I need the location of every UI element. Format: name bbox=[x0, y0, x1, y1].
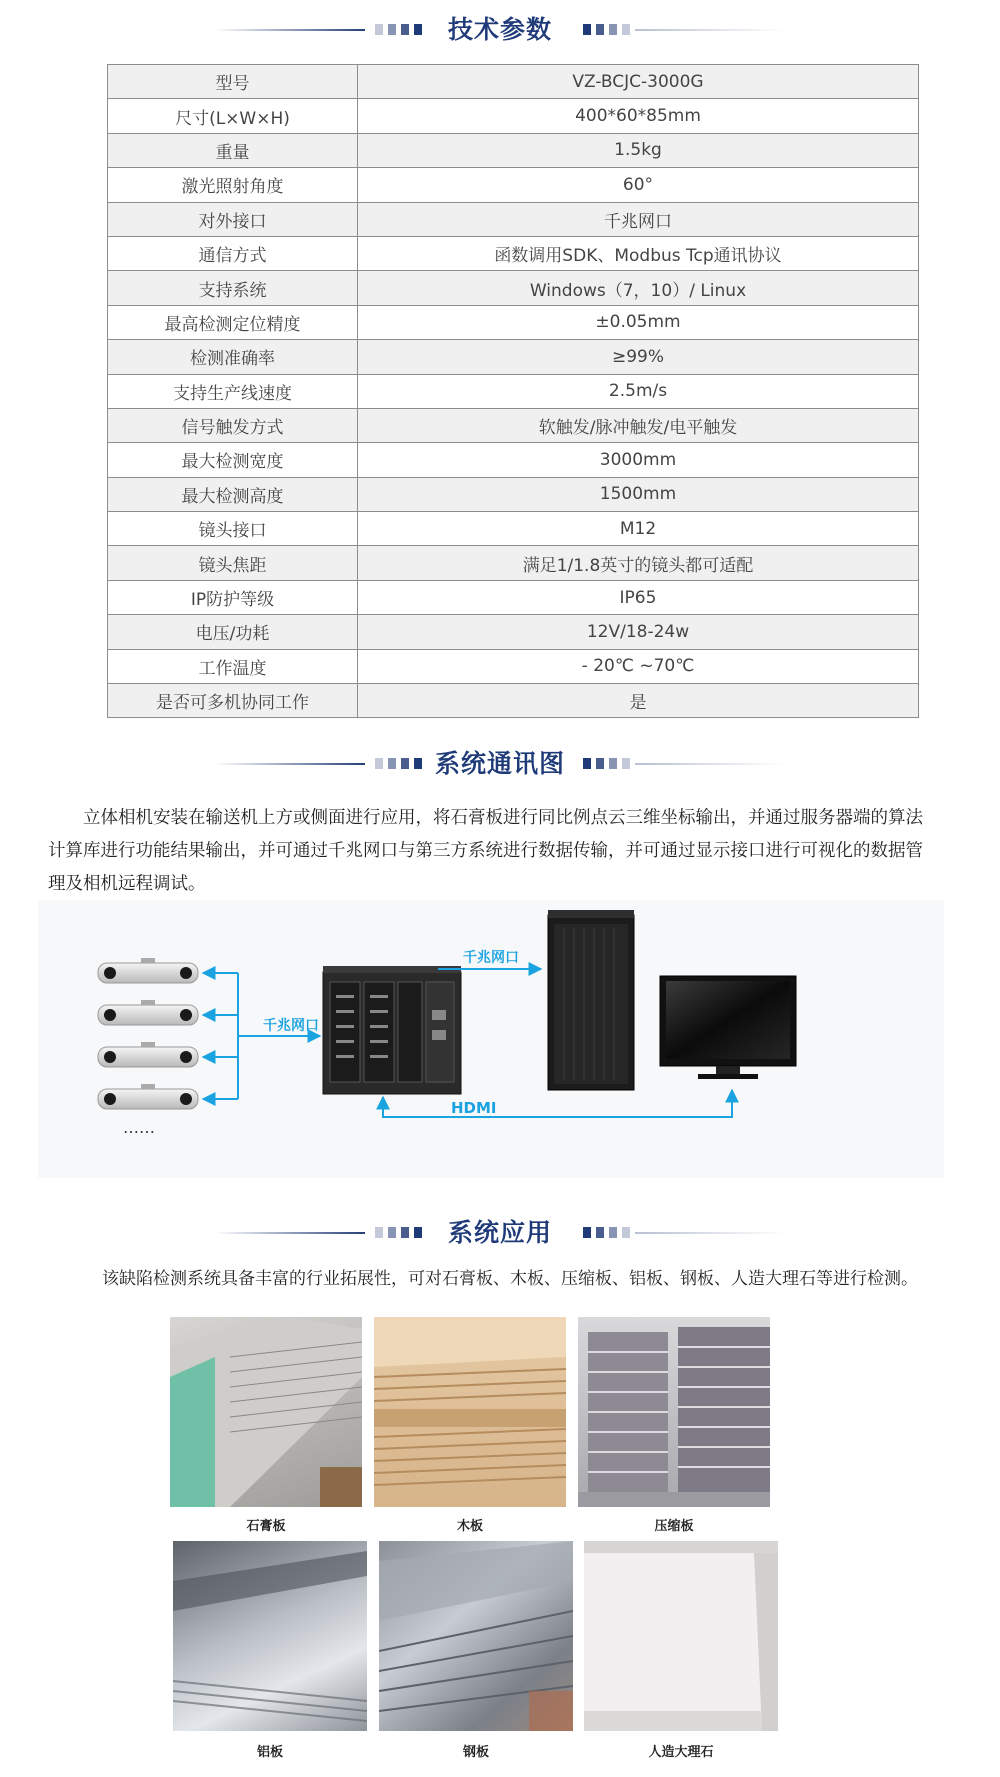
spec-row bbox=[108, 99, 919, 133]
spec-row bbox=[108, 408, 919, 442]
comm-diagram-svg bbox=[38, 900, 944, 1178]
material-label: 人造大理石 bbox=[648, 1745, 714, 1760]
ellipsis: …… bbox=[123, 1118, 155, 1137]
wood-board-image bbox=[374, 1317, 566, 1507]
material-label: 钢板 bbox=[462, 1745, 489, 1760]
spec-row bbox=[108, 340, 919, 374]
section-title: 系统应用 bbox=[447, 1218, 552, 1247]
gypsum-board-image bbox=[170, 1317, 362, 1507]
camera-bus bbox=[203, 973, 320, 1099]
section-header-specs bbox=[0, 10, 1000, 50]
spec-key: 检测准确率 bbox=[108, 340, 358, 374]
camera-3 bbox=[98, 1042, 198, 1067]
spec-row bbox=[108, 580, 919, 614]
app-paragraph: 该缺陷检测系统具备丰富的行业拓展性，可对石膏板、木板、压缩板、铝板、钢板、人造大理石等进行检测。 bbox=[102, 1269, 918, 1289]
spec-key: 尺寸(L×W×H) bbox=[108, 99, 358, 133]
controller-device bbox=[323, 966, 461, 1094]
spec-row bbox=[108, 649, 919, 683]
spec-value: 是 bbox=[358, 684, 919, 718]
steel-board-image bbox=[379, 1541, 573, 1731]
spec-row bbox=[108, 305, 919, 339]
aluminum-board-image bbox=[173, 1541, 367, 1731]
spec-value: M12 bbox=[358, 512, 919, 546]
spec-value: 3000mm bbox=[358, 443, 919, 477]
spec-row bbox=[108, 477, 919, 511]
spec-value: 1.5kg bbox=[358, 133, 919, 167]
spec-key: 激光照射角度 bbox=[108, 168, 358, 202]
spec-row bbox=[108, 374, 919, 408]
spec-table bbox=[107, 64, 919, 718]
spec-row bbox=[108, 615, 919, 649]
marble-board-image bbox=[584, 1541, 778, 1731]
spec-value: VZ-BCJC-3000G bbox=[358, 65, 919, 99]
material-label: 铝板 bbox=[256, 1745, 283, 1760]
material-tile-gypsum bbox=[170, 1317, 362, 1537]
section-header-comm bbox=[0, 744, 1000, 784]
spec-row bbox=[108, 65, 919, 99]
spec-value: 12V/18-24w bbox=[358, 615, 919, 649]
spec-value: IP65 bbox=[358, 580, 919, 614]
header-squares-right bbox=[583, 24, 630, 35]
spec-value: Windows（7，10）/ Linux bbox=[358, 271, 919, 305]
spec-key: 镜头焦距 bbox=[108, 546, 358, 580]
camera-2 bbox=[98, 1000, 198, 1025]
section-header-apps bbox=[0, 1213, 1000, 1253]
spec-value: 60° bbox=[358, 168, 919, 202]
material-label: 石膏板 bbox=[246, 1519, 286, 1534]
spec-row bbox=[108, 443, 919, 477]
spec-key: 型号 bbox=[108, 65, 358, 99]
label-gigabit-top: 千兆网口 bbox=[463, 950, 519, 966]
spec-key: 最大检测高度 bbox=[108, 477, 358, 511]
spec-value: 2.5m/s bbox=[358, 374, 919, 408]
spec-key: 重量 bbox=[108, 133, 358, 167]
spec-value: 函数调用SDK、Modbus Tcp通讯协议 bbox=[358, 236, 919, 270]
spec-key: 支持系统 bbox=[108, 271, 358, 305]
spec-value: 1500mm bbox=[358, 477, 919, 511]
section-title: 技术参数 bbox=[447, 15, 552, 44]
spec-key: 通信方式 bbox=[108, 236, 358, 270]
spec-value: 满足1/1.8英寸的镜头都可适配 bbox=[358, 546, 919, 580]
spec-key: 最高检测定位精度 bbox=[108, 305, 358, 339]
spec-row bbox=[108, 236, 919, 270]
spec-value: ±0.05mm bbox=[358, 305, 919, 339]
spec-value: 软触发/脉冲触发/电平触发 bbox=[358, 408, 919, 442]
spec-key: 工作温度 bbox=[108, 649, 358, 683]
label-gigabit-left: 千兆网口 bbox=[263, 1018, 319, 1034]
monitor bbox=[660, 976, 796, 1079]
material-tile-marble bbox=[584, 1541, 778, 1763]
header-line-right bbox=[635, 763, 785, 765]
spec-row bbox=[108, 168, 919, 202]
spec-value: 千兆网口 bbox=[358, 202, 919, 236]
spec-row bbox=[108, 271, 919, 305]
spec-key: 对外接口 bbox=[108, 202, 358, 236]
spec-row bbox=[108, 133, 919, 167]
spec-value: ≥99% bbox=[358, 340, 919, 374]
header-squares-right bbox=[583, 1227, 630, 1238]
material-tile-steel bbox=[379, 1541, 573, 1763]
material-tile-compressed bbox=[578, 1317, 770, 1537]
material-label: 压缩板 bbox=[654, 1519, 694, 1534]
spec-key: 最大检测宽度 bbox=[108, 443, 358, 477]
spec-row bbox=[108, 202, 919, 236]
material-tile-aluminum bbox=[173, 1541, 367, 1763]
label-hdmi: HDMI bbox=[451, 1099, 497, 1117]
spec-value: - 20℃ ~70℃ bbox=[358, 649, 919, 683]
camera-4 bbox=[98, 1084, 198, 1109]
spec-row bbox=[108, 512, 919, 546]
header-line-right bbox=[635, 1232, 785, 1234]
comm-diagram bbox=[38, 900, 944, 1178]
spec-key: 支持生产线速度 bbox=[108, 374, 358, 408]
section-title: 系统通讯图 bbox=[434, 749, 565, 778]
header-line-right bbox=[635, 29, 785, 31]
header-squares-right bbox=[583, 758, 630, 769]
material-label: 木板 bbox=[456, 1519, 483, 1534]
spec-key: IP防护等级 bbox=[108, 580, 358, 614]
spec-value: 400*60*85mm bbox=[358, 99, 919, 133]
camera-1 bbox=[98, 958, 198, 983]
spec-key: 是否可多机协同工作 bbox=[108, 684, 358, 718]
spec-key: 信号触发方式 bbox=[108, 408, 358, 442]
material-tile-wood bbox=[374, 1317, 566, 1537]
spec-key: 镜头接口 bbox=[108, 512, 358, 546]
spec-key: 电压/功耗 bbox=[108, 615, 358, 649]
comm-paragraph: 立体相机安装在输送机上方或侧面进行应用，将石膏板进行同比例点云三维坐标输出，并通过服务器端的算法计算库进行功能结果输出，并可通过千兆网口与第三方系统进行数据传输，并可通过显示接口进行可视化的数据管理及相机远程调试。 bbox=[48, 808, 923, 894]
spec-row bbox=[108, 546, 919, 580]
spec-row bbox=[108, 684, 919, 718]
compressed-board-image bbox=[578, 1317, 770, 1507]
server-rack bbox=[548, 910, 634, 1090]
